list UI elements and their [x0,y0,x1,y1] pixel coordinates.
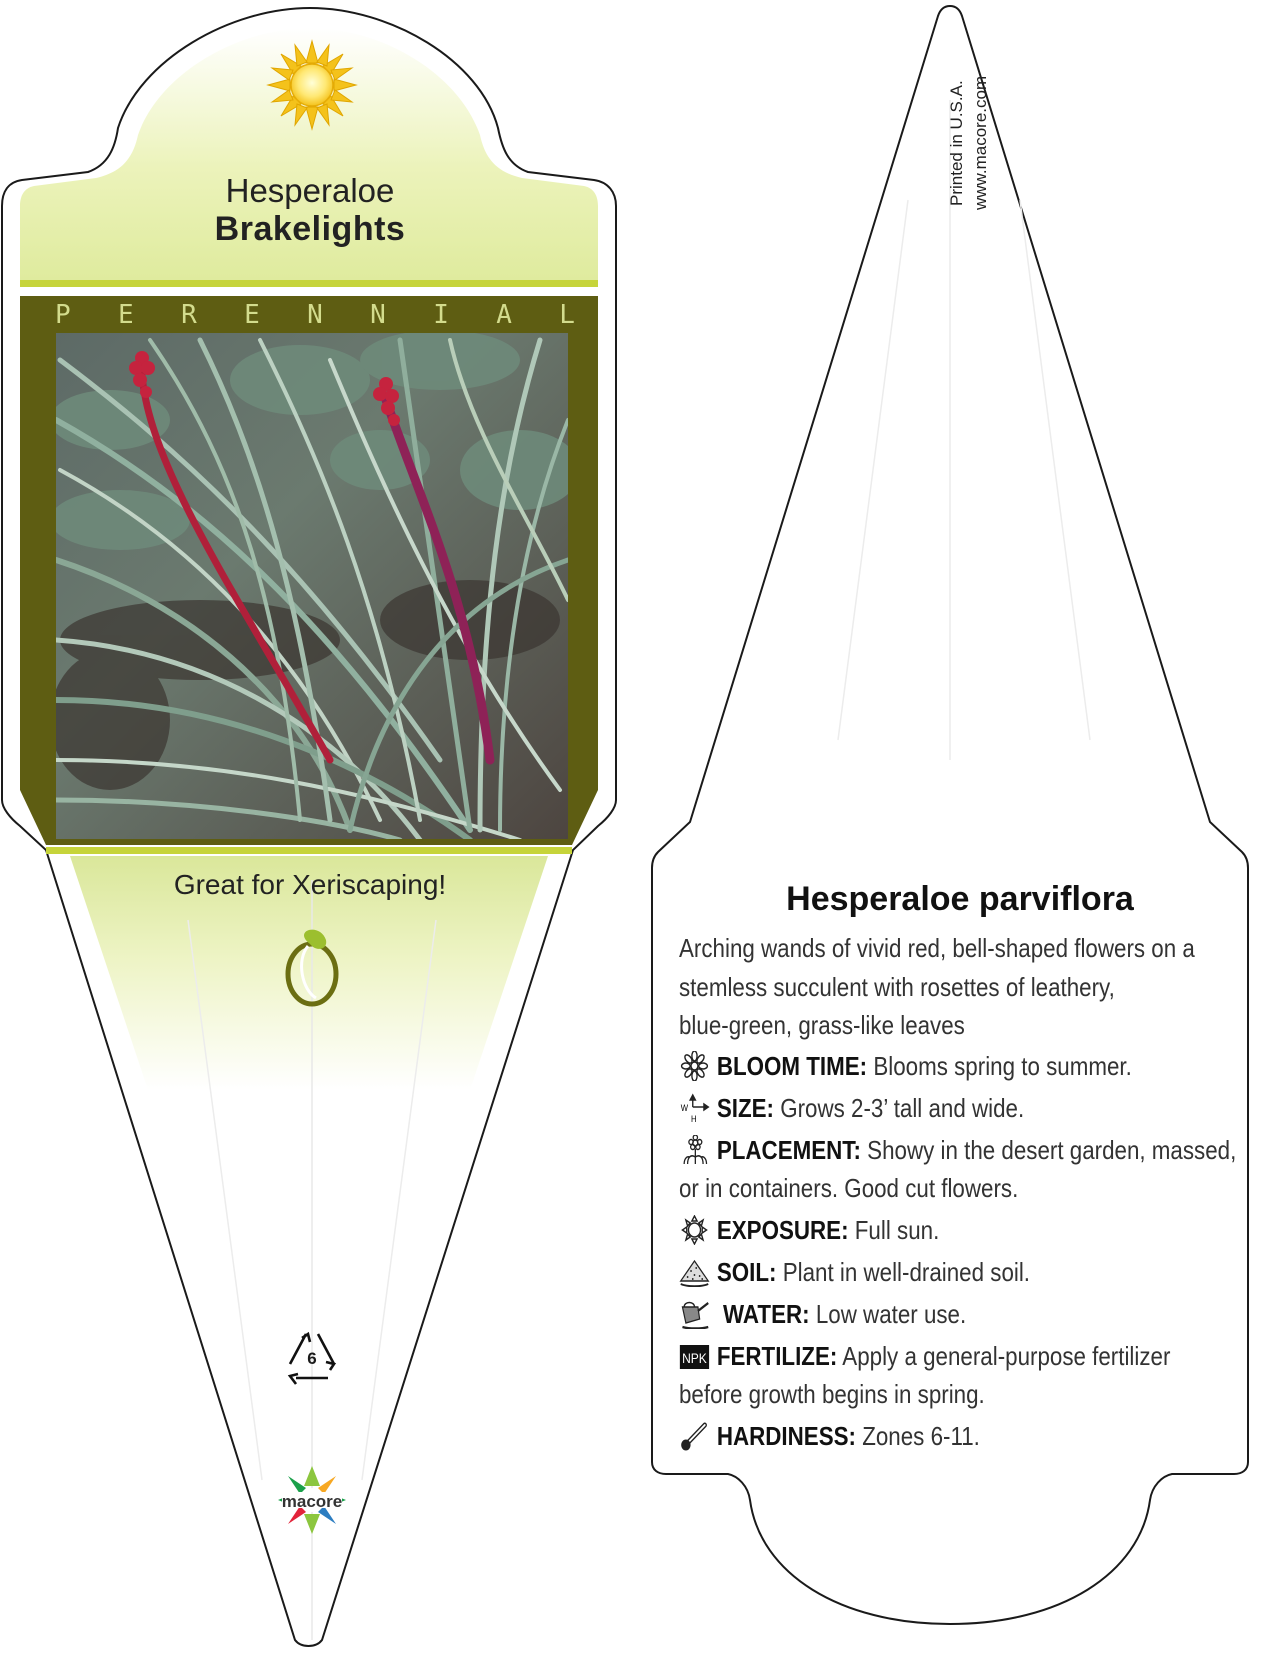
category-letter: A [496,300,512,330]
care-bloom-time: BLOOM TIME: Blooms spring to summer. [679,1047,1238,1085]
cultivar-name: Brakelights [214,210,406,248]
sun-icon [679,1215,712,1245]
description-line: Arching wands of vivid red, bell-shaped flowers on a [679,933,1195,963]
category-letter: I [433,300,449,330]
printed-in-text: Printed in U.S.A. [947,80,966,206]
care-exposure: EXPOSURE: Full sun. [679,1211,1238,1249]
thermometer-icon [679,1421,712,1451]
svg-text:NPK: NPK [682,1350,707,1367]
website-text: www.macore.com [971,75,990,210]
category-letter: R [181,300,197,330]
category-letter: N [370,300,386,330]
watering-can-icon [679,1299,712,1329]
category-letter: E [118,300,134,330]
category-banner [55,300,575,330]
category-letter: L [559,300,575,330]
bottom-lime-rule [46,847,572,854]
plant-photo [50,330,580,840]
care-hardiness: HARDINESS: Zones 6-11. [679,1417,1238,1455]
recycle-code: 6 [307,1349,317,1368]
front-tag [2,8,616,1646]
care-fertilize: NPK FERTILIZE: Apply a general-purpose fertilizer before growth begins in spring. [679,1341,1171,1409]
botanical-name: Hesperaloe parviflora [786,880,1134,918]
full-sun-icon [268,41,356,129]
care-water: WATER: Low water use. [679,1295,1238,1333]
brand-name: macore [281,1492,343,1511]
soil-pile-icon [679,1257,712,1287]
top-lime-rule [20,280,598,287]
garden-flowers-icon [679,1135,712,1165]
size-arrows-icon [679,1093,712,1123]
category-letter: N [307,300,323,330]
flower-icon [679,1051,712,1081]
tagline: Great for Xeriscaping! [173,869,447,900]
care-soil: SOIL: Plant in well-drained soil. [679,1253,1238,1291]
fertilizer-npk-icon [679,1341,712,1371]
description-line: blue-green, grass-like leaves [679,1010,965,1040]
svg-text:W: W [680,1102,689,1114]
care-placement: PLACEMENT: Showy in the desert garden, massed, or in containers. Good cut flowers. [679,1135,1237,1203]
plant-description [679,929,1238,1045]
description-line: stemless succulent with rosettes of leathery, [679,971,1115,1002]
plant-genus: Hesperaloe [225,172,395,209]
category-letter: E [244,300,260,330]
care-size: W H SIZE: Grows 2-3’ tall and wide. [680,1093,1025,1123]
category-letter: P [55,300,71,330]
svg-text:H: H [691,1113,697,1123]
